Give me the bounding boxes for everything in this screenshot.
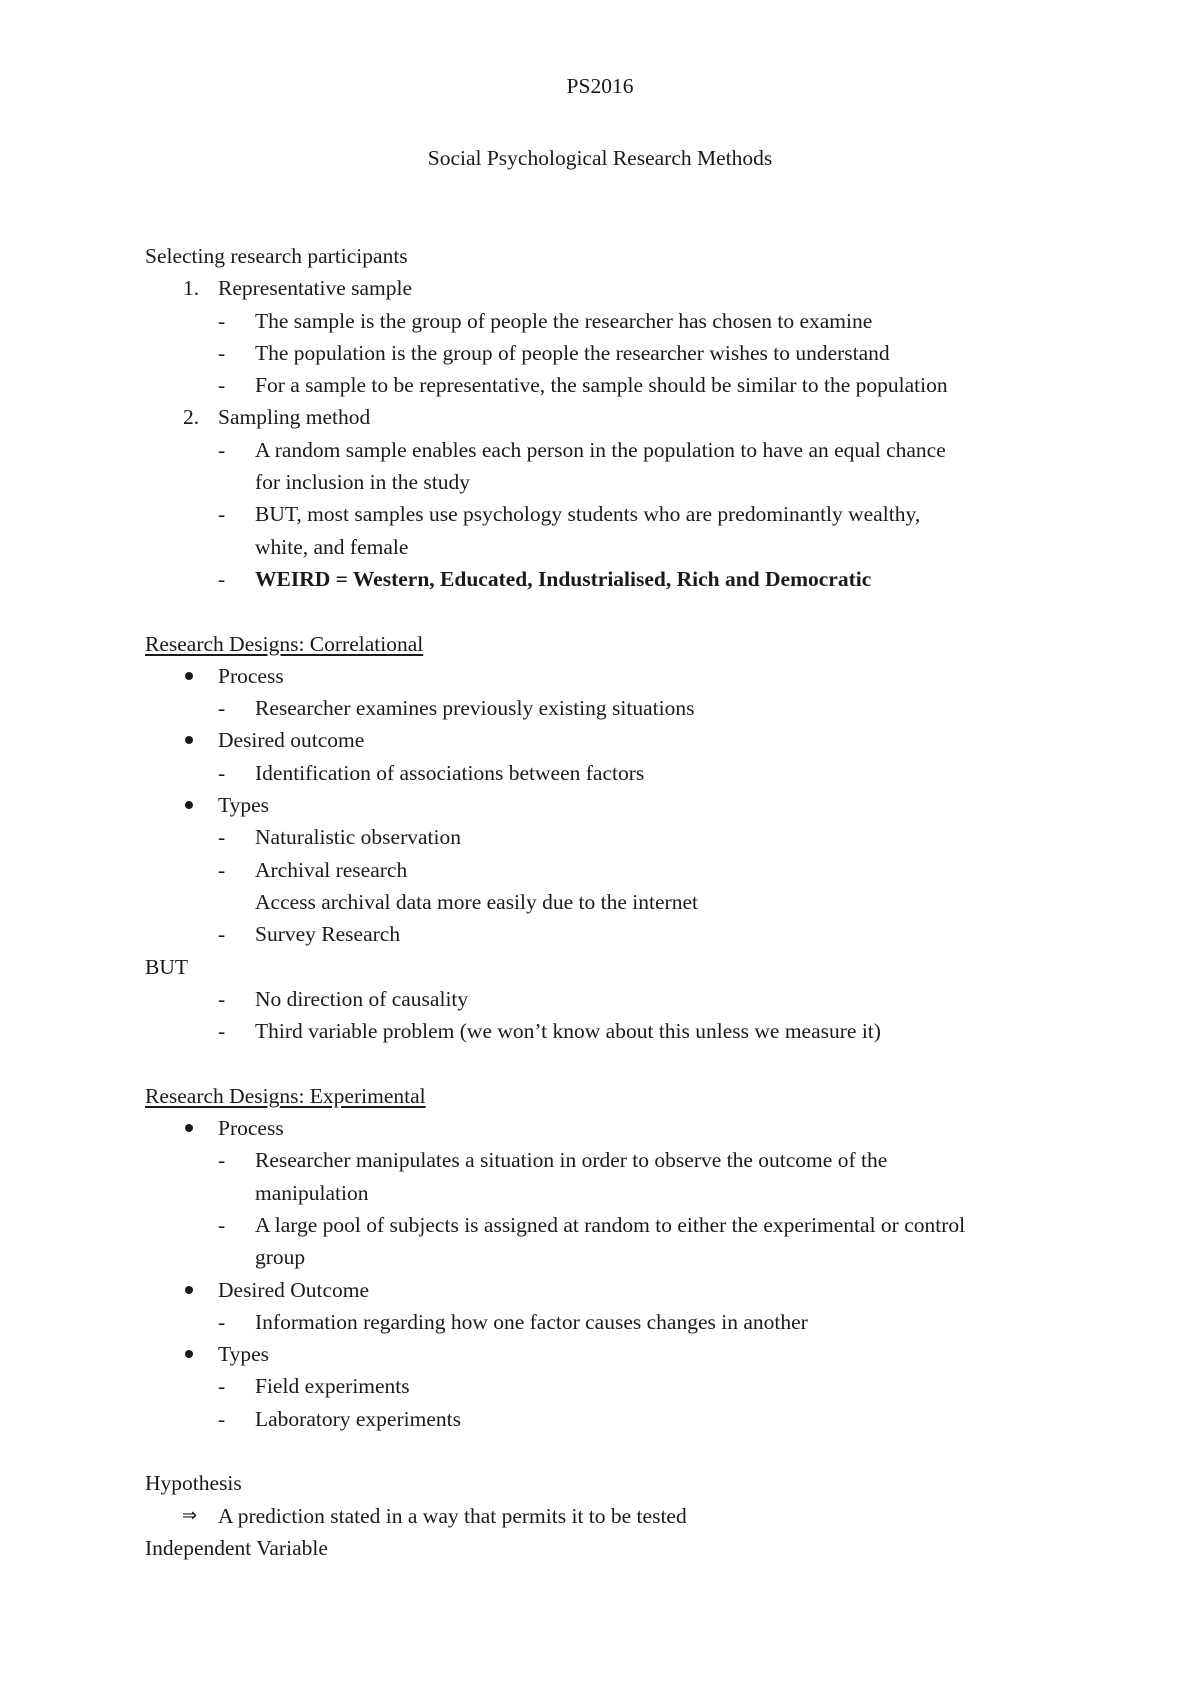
section-heading-selecting: Selecting research participants xyxy=(145,244,408,268)
course-code: PS2016 xyxy=(566,74,634,98)
dash-item-text: Identification of associations between factors xyxy=(255,760,645,785)
but-label: BUT xyxy=(145,954,188,979)
dash-marker: - xyxy=(218,437,226,462)
dash-item-text: Survey Research xyxy=(255,922,401,947)
numbered-item-2 xyxy=(145,401,1085,433)
dash-marker: - xyxy=(218,857,226,882)
bullet-icon xyxy=(185,1350,193,1358)
bullet-label: Process xyxy=(218,1116,284,1141)
dash-item xyxy=(145,1209,1085,1241)
dash-item xyxy=(145,1370,1085,1402)
bullet-label: Types xyxy=(218,1342,270,1367)
dash-item-text: Information regarding how one factor causes changes in another xyxy=(255,1309,808,1334)
dash-item xyxy=(145,854,1085,886)
numbered-item-label: Sampling method xyxy=(218,405,371,430)
bullet-item xyxy=(145,724,1085,756)
dash-item xyxy=(145,1403,1085,1435)
dash-item-text: The population is the group of people the researcher wishes to understand xyxy=(255,340,890,365)
arrow-item xyxy=(145,1500,1085,1532)
dash-item xyxy=(145,757,1085,789)
dash-item-text: A large pool of subjects is assigned at random to either the experimental or control xyxy=(255,1212,966,1237)
section-heading-experimental: Research Designs: Experimental xyxy=(145,1083,426,1108)
dash-item-continuation: manipulation xyxy=(255,1180,369,1205)
dash-marker: - xyxy=(218,760,226,785)
section-heading-hypothesis: Hypothesis xyxy=(145,1471,242,1496)
dash-item xyxy=(145,434,1085,466)
weird-definition: WEIRD = Western, Educated, Industrialised, Rich and Democratic xyxy=(255,566,872,591)
dash-item-text: Archival research xyxy=(255,857,408,882)
dash-item xyxy=(145,821,1085,853)
dash-item-text: Naturalistic observation xyxy=(255,825,461,850)
dash-item-text: For a sample to be representative, the sample should be similar to the population xyxy=(255,373,948,398)
bullet-icon xyxy=(185,1124,193,1132)
dash-item xyxy=(145,1015,1085,1047)
dash-marker: - xyxy=(218,1148,226,1173)
bullet-label: Desired outcome xyxy=(218,728,365,753)
bullet-item xyxy=(145,1112,1085,1144)
dash-item-text: Third variable problem (we won’t know about this unless we measure it) xyxy=(255,1019,881,1044)
double-arrow-icon: ⇒ xyxy=(182,1504,198,1526)
bullet-item xyxy=(145,1338,1085,1370)
bullet-label: Process xyxy=(218,663,284,688)
dash-item xyxy=(145,983,1085,1015)
list-number: 1. xyxy=(183,276,200,301)
section-heading-correlational: Research Designs: Correlational xyxy=(145,631,424,656)
hypothesis-definition: A prediction stated in a way that permits it to be tested xyxy=(218,1503,687,1528)
dash-marker: - xyxy=(218,1374,226,1399)
dash-item-continuation: for inclusion in the study xyxy=(255,470,470,495)
dash-item xyxy=(145,692,1085,724)
dash-marker: - xyxy=(218,922,226,947)
dash-marker: - xyxy=(218,340,226,365)
dash-marker: - xyxy=(218,373,226,398)
dash-item xyxy=(145,1306,1085,1338)
dash-item-text: No direction of causality xyxy=(255,986,469,1011)
dash-marker: - xyxy=(218,308,226,333)
dash-item xyxy=(145,305,1085,337)
numbered-item-1 xyxy=(145,272,1085,304)
bullet-icon xyxy=(185,1286,193,1294)
bullet-label: Desired Outcome xyxy=(218,1277,370,1302)
bullet-item xyxy=(145,1274,1085,1306)
dash-item-text: Researcher manipulates a situation in order to observe the outcome of the xyxy=(255,1148,888,1173)
document-body xyxy=(145,240,1085,1564)
dash-item xyxy=(145,498,1085,530)
bullet-icon xyxy=(185,801,193,809)
dash-item xyxy=(145,563,1085,595)
bullet-label: Types xyxy=(218,793,270,818)
dash-item xyxy=(145,337,1085,369)
dash-item-continuation: white, and female xyxy=(255,534,409,559)
dash-marker: - xyxy=(218,502,226,527)
bullet-icon xyxy=(185,736,193,744)
dash-item xyxy=(145,918,1085,950)
dash-marker: - xyxy=(218,1019,226,1044)
dash-item-text: The sample is the group of people the researcher has chosen to examine xyxy=(255,308,873,333)
dash-item xyxy=(145,1144,1085,1176)
bullet-item xyxy=(145,789,1085,821)
dash-marker: - xyxy=(218,566,226,591)
dash-item-continuation: group xyxy=(255,1245,306,1270)
dash-item-text: BUT, most samples use psychology students who are predominantly wealthy, xyxy=(255,502,921,527)
bullet-icon xyxy=(185,672,193,680)
numbered-item-label: Representative sample xyxy=(218,276,413,301)
dash-marker: - xyxy=(218,1212,226,1237)
dash-item-text: A random sample enables each person in the population to have an equal chance xyxy=(255,437,946,462)
list-number: 2. xyxy=(183,405,200,430)
dash-item-text: Field experiments xyxy=(255,1374,410,1399)
dash-item-text: Laboratory experiments xyxy=(255,1406,461,1431)
bullet-item xyxy=(145,660,1085,692)
dash-marker: - xyxy=(218,986,226,1011)
title-block xyxy=(0,70,1200,175)
dash-marker: - xyxy=(218,696,226,721)
dash-item-text: Researcher examines previously existing situations xyxy=(255,696,695,721)
archival-note: Access archival data more easily due to the internet xyxy=(255,889,698,914)
dash-marker: - xyxy=(218,1406,226,1431)
dash-item xyxy=(145,369,1085,401)
dash-marker: - xyxy=(218,825,226,850)
document-title: Social Psychological Research Methods xyxy=(427,146,773,171)
section-heading-independent-variable: Independent Variable xyxy=(145,1535,328,1560)
dash-marker: - xyxy=(218,1309,226,1334)
